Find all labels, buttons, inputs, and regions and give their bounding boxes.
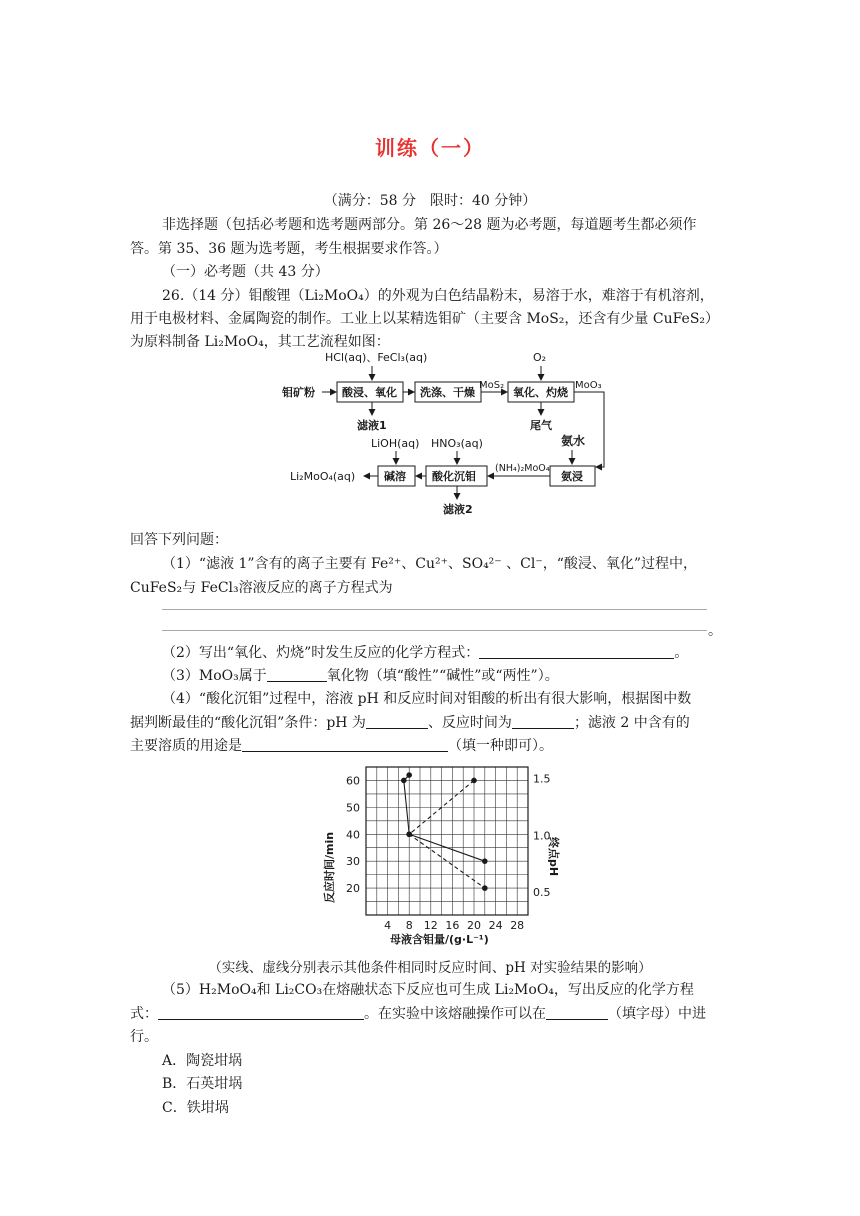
p5-line2c: （填字母）中进 [608, 1006, 706, 1022]
chart-xlabel: 母液含钼量/(g·L⁻¹) [390, 933, 489, 946]
q26-line2: 用于电极材料、金属陶瓷的制作。工业上以某精选钼矿（主要含 MoS₂，还含有少量 CuFeS₂） [130, 311, 720, 327]
p1-answer-rule1[interactable] [162, 609, 707, 610]
molybdenum-chart [318, 755, 558, 950]
output-filtrate-1: 滤液1 [357, 419, 387, 432]
x-tick-label: 8 [405, 919, 413, 932]
x-tick-label: 28 [510, 919, 525, 932]
data-point [406, 772, 412, 778]
section-heading: （一）必考题（共 43 分） [162, 264, 329, 280]
p1-line2: CuFeS₂与 FeCl₃溶液反应的离子方程式为 [130, 580, 393, 596]
p4-line2b: 、反应时间为 [427, 715, 512, 731]
reagent-lioh: LiOH(aq) [371, 437, 420, 450]
y2-tick-label: 1.5 [533, 772, 551, 786]
input-molybdenum-powder: 钼矿粉 [282, 386, 315, 399]
p5-line1: （5）H₂MoO₄和 Li₂CO₃在熔融状态下反应也可生成 Li₂MoO₄，写出反应的化学方程 [162, 982, 694, 998]
data-point [471, 778, 477, 784]
p5-line2a: 式： [130, 1006, 158, 1022]
answer-heading: 回答下列问题： [130, 532, 228, 548]
p1-answer-rule2[interactable] [162, 630, 707, 631]
reagent-hcl-fecl3: HCl(aq)、FeCl₃(aq) [325, 351, 428, 364]
p5-line3: 行。 [130, 1029, 158, 1045]
box-wash-dry: 洗涤、干燥 [420, 386, 475, 399]
box-acidify-precipitate: 酸化沉钼 [432, 470, 476, 483]
box-ammonia-leach: 氨浸 [561, 470, 583, 483]
x-tick-label: 12 [423, 919, 438, 932]
reagent-o2: O₂ [533, 351, 547, 364]
data-point [482, 885, 488, 891]
x-tick-label: 20 [467, 919, 481, 932]
p4-line3a: 主要溶质的用途是 [130, 738, 242, 754]
reagent-hno3: HNO₃(aq) [431, 437, 483, 450]
chart-y2label: 终点pH [547, 837, 560, 877]
product-li2moo4: Li₂MoO₄(aq) [290, 470, 356, 483]
data-point [406, 831, 412, 837]
x-tick-label: 4 [384, 919, 392, 932]
chart-grid [366, 767, 528, 915]
p5-letter-blank[interactable] [546, 1005, 608, 1020]
q26-line1: 26.（14 分）钼酸锂（Li₂MoO₄）的外观为白色结晶粉末，易溶于水，难溶于有机溶剂， [162, 288, 714, 304]
p2-answer-blank[interactable] [479, 644, 674, 659]
p5-equation-blank[interactable] [158, 1005, 364, 1020]
p4-line1: （4）“酸化沉钼”过程中，溶液 pH 和反应时间对钼酸的析出有很大影响，根据图中数 [162, 691, 692, 707]
chart-ylabel: 反应时间/min [323, 831, 336, 903]
p4-line3b: （填一种即可）。 [448, 738, 553, 754]
p3-post: 氧化物（填“酸性”“碱性”或“两性”）。 [326, 668, 559, 684]
p5-line2b: 。在实验中该熔融操作可以在 [364, 1006, 546, 1022]
output-tail-gas: 尾气 [530, 419, 552, 432]
process-flow-diagram [280, 345, 620, 520]
p2-text: （2）写出“氧化、灼烧”时发生反应的化学方程式： [162, 645, 480, 661]
p4-line2c: ；滤液 2 中含有的 [573, 715, 690, 731]
p4-line2a: 据判断最佳的“酸化沉钼”条件：pH 为 [130, 715, 366, 731]
page-title: 训练（一） [375, 136, 485, 160]
option-a: A．陶瓷坩埚 [162, 1053, 243, 1069]
intro-line1: 非选择题（包括必考题和选考题两部分。第 26～28 题为必考题，每道题考生都必须作 [162, 217, 697, 233]
x-tick-label: 24 [488, 919, 503, 932]
chart-caption: （实线、虚线分别表示其他条件相同时反应时间、pH 对实验结果的影响） [208, 960, 652, 976]
x-tick-label: 16 [445, 919, 460, 932]
option-c: C．铁坩埚 [162, 1100, 229, 1116]
option-b: B．石英坩埚 [162, 1076, 243, 1092]
reagent-ammonia: 氨水 [561, 434, 586, 448]
arrow-label-moo3: MoO₃ [575, 380, 602, 391]
box-alkali-dissolve: 碱溶 [384, 470, 406, 483]
intro-line2: 答。第 35、36 题为选考题，考生根据要求作答。） [130, 241, 448, 257]
y-tick-label: 50 [346, 801, 360, 815]
p4-use-blank[interactable] [242, 737, 448, 752]
y-tick-label: 40 [346, 828, 360, 842]
y2-tick-label: 1.0 [533, 829, 551, 843]
p4-ph-blank[interactable] [366, 714, 428, 729]
box-oxidize-roast: 氧化、灼烧 [513, 386, 568, 399]
y-tick-label: 30 [346, 855, 360, 869]
score-line: （满分：58 分 限时：40 分钟） [323, 193, 537, 209]
chart-series [401, 772, 488, 891]
q26-line3: 为原料制备 Li₂MoO₄，其工艺流程如图： [130, 334, 390, 350]
plot-frame [366, 767, 528, 915]
p4-time-blank[interactable] [512, 714, 574, 729]
output-filtrate-2: 滤液2 [443, 503, 473, 516]
box-acid-leach-oxidize: 酸浸、氧化 [342, 386, 397, 399]
y2-tick-label: 0.5 [533, 886, 551, 900]
p2-end-mark: 。 [674, 645, 689, 661]
solid-series-line [404, 775, 485, 861]
y-tick-label: 20 [346, 882, 360, 896]
arrow-label-mos2: MoS₂ [479, 380, 505, 391]
data-point [401, 778, 407, 784]
y-tick-label: 60 [346, 774, 360, 788]
p1-end-mark: 。 [708, 623, 722, 639]
arrow-label-ammonium-molybdate: (NH₄)₂MoO₄ [495, 463, 550, 474]
p1-line1: （1）“滤液 1”含有的离子主要有 Fe²⁺、Cu²⁺、SO₄²⁻ 、Cl⁻，“酸浸、氧化”过程中， [162, 556, 698, 572]
p3-pre: （3）MoO₃属于 [162, 668, 267, 684]
data-point [482, 858, 488, 864]
p3-answer-blank[interactable] [267, 667, 327, 682]
